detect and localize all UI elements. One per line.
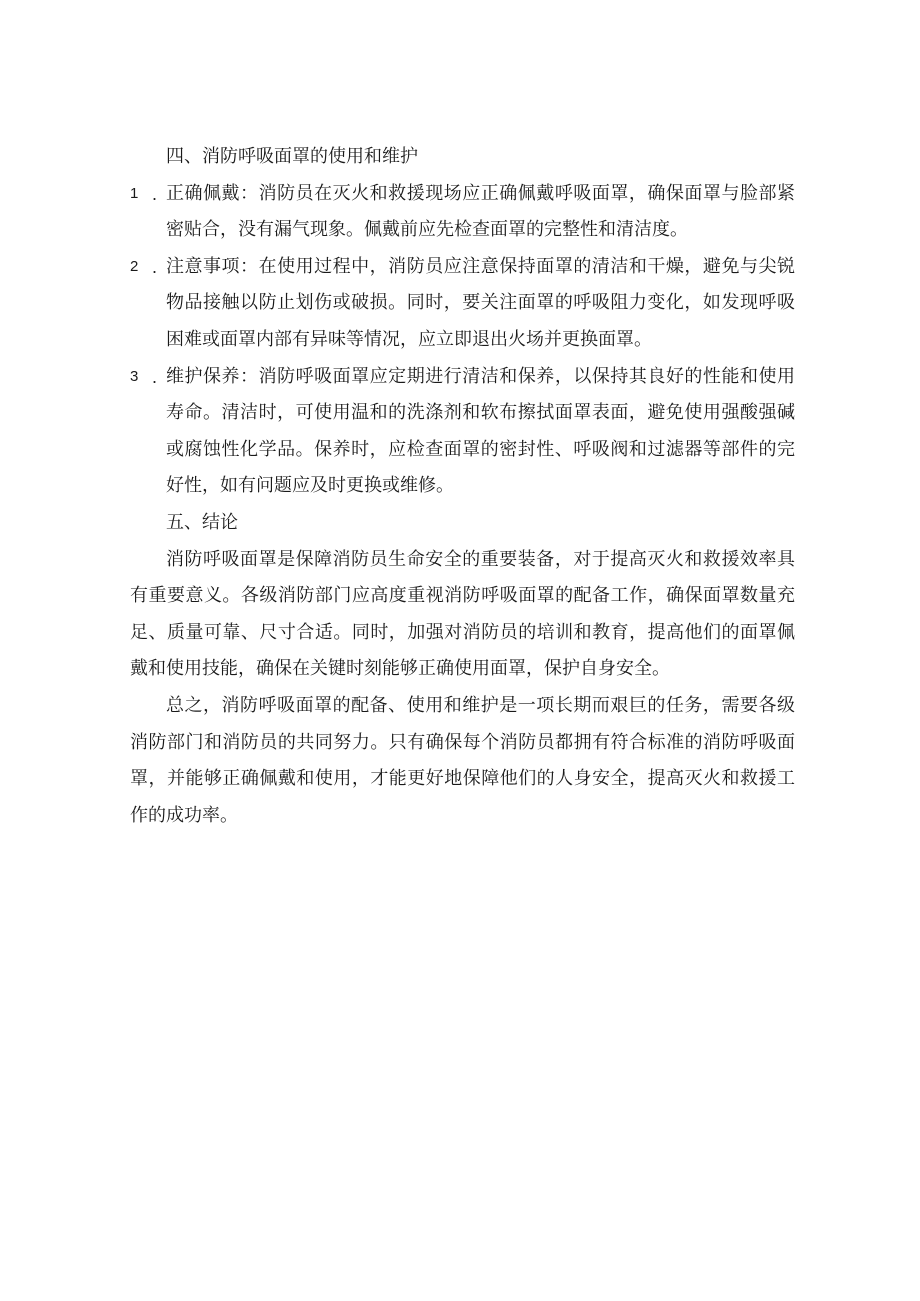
document-body (130, 139, 795, 834)
list-item-text: 注意事项：在使用过程中，消防员应注意保持面罩的清洁和干燥，避免与尖锐物品接触以防止划伤或破损。同时，要关注面罩的呼吸阻力变化，如发现呼吸困难或面罩内部有异味等情况，应立即退出火场并更换面罩。 (166, 255, 795, 350)
list-item-number: 2 (130, 257, 139, 275)
list-item-dot: . (152, 256, 158, 277)
conclusion-paragraph-1: 消防呼吸面罩是保障消防员生命安全的重要装备，对于提高灭火和救援效率具有重要意义。各级消防部门应高度重视消防呼吸面罩的配备工作，确保面罩数量充足、质量可靠、尺寸合适。同时，加强对消防员的培训和教育，提高他们的面罩佩戴和使用技能，确保在关键时刻能够正确使用面罩，保护自身安全。 (130, 548, 795, 680)
conclusion-paragraph-2: 总之，消防呼吸面罩的配备、使用和维护是一项长期而艰巨的任务，需要各级消防部门和消防员的共同努力。只有确保每个消防员都拥有符合标准的消防呼吸面罩，并能够正确佩戴和使用，才能更好地保障他们的人身安全，提高灭火和救援工作的成功率。 (130, 694, 795, 826)
list-item-text: 正确佩戴：消防员在灭火和救援现场应正确佩戴呼吸面罩，确保面罩与脸部紧密贴合，没有漏气现象。佩戴前应先检查面罩的完整性和清洁度。 (166, 182, 795, 241)
section-heading-conclusion: 五、结论 (166, 511, 238, 533)
list-item-precautions (130, 249, 795, 359)
section-heading-usage-maintenance: 四、消防呼吸面罩的使用和维护 (166, 146, 418, 167)
list-item-maintenance (130, 359, 795, 505)
list-item-dot: . (152, 366, 158, 387)
list-item-dot: . (152, 183, 158, 204)
list-item-number: 3 (130, 367, 139, 385)
list-item-text: 维护保养：消防呼吸面罩应定期进行清洁和保养，以保持其良好的性能和使用寿命。清洁时，可使用温和的洗涤剂和软布擦拭面罩表面，避免使用强酸强碱或腐蚀性化学品。保养时，应检查面罩的密封性、呼吸阀和过滤器等部件的完好性，如有问题应及时更换或维修。 (166, 365, 795, 497)
list-item-number: 1 (130, 184, 139, 202)
list-item-correct-wearing (130, 176, 795, 249)
